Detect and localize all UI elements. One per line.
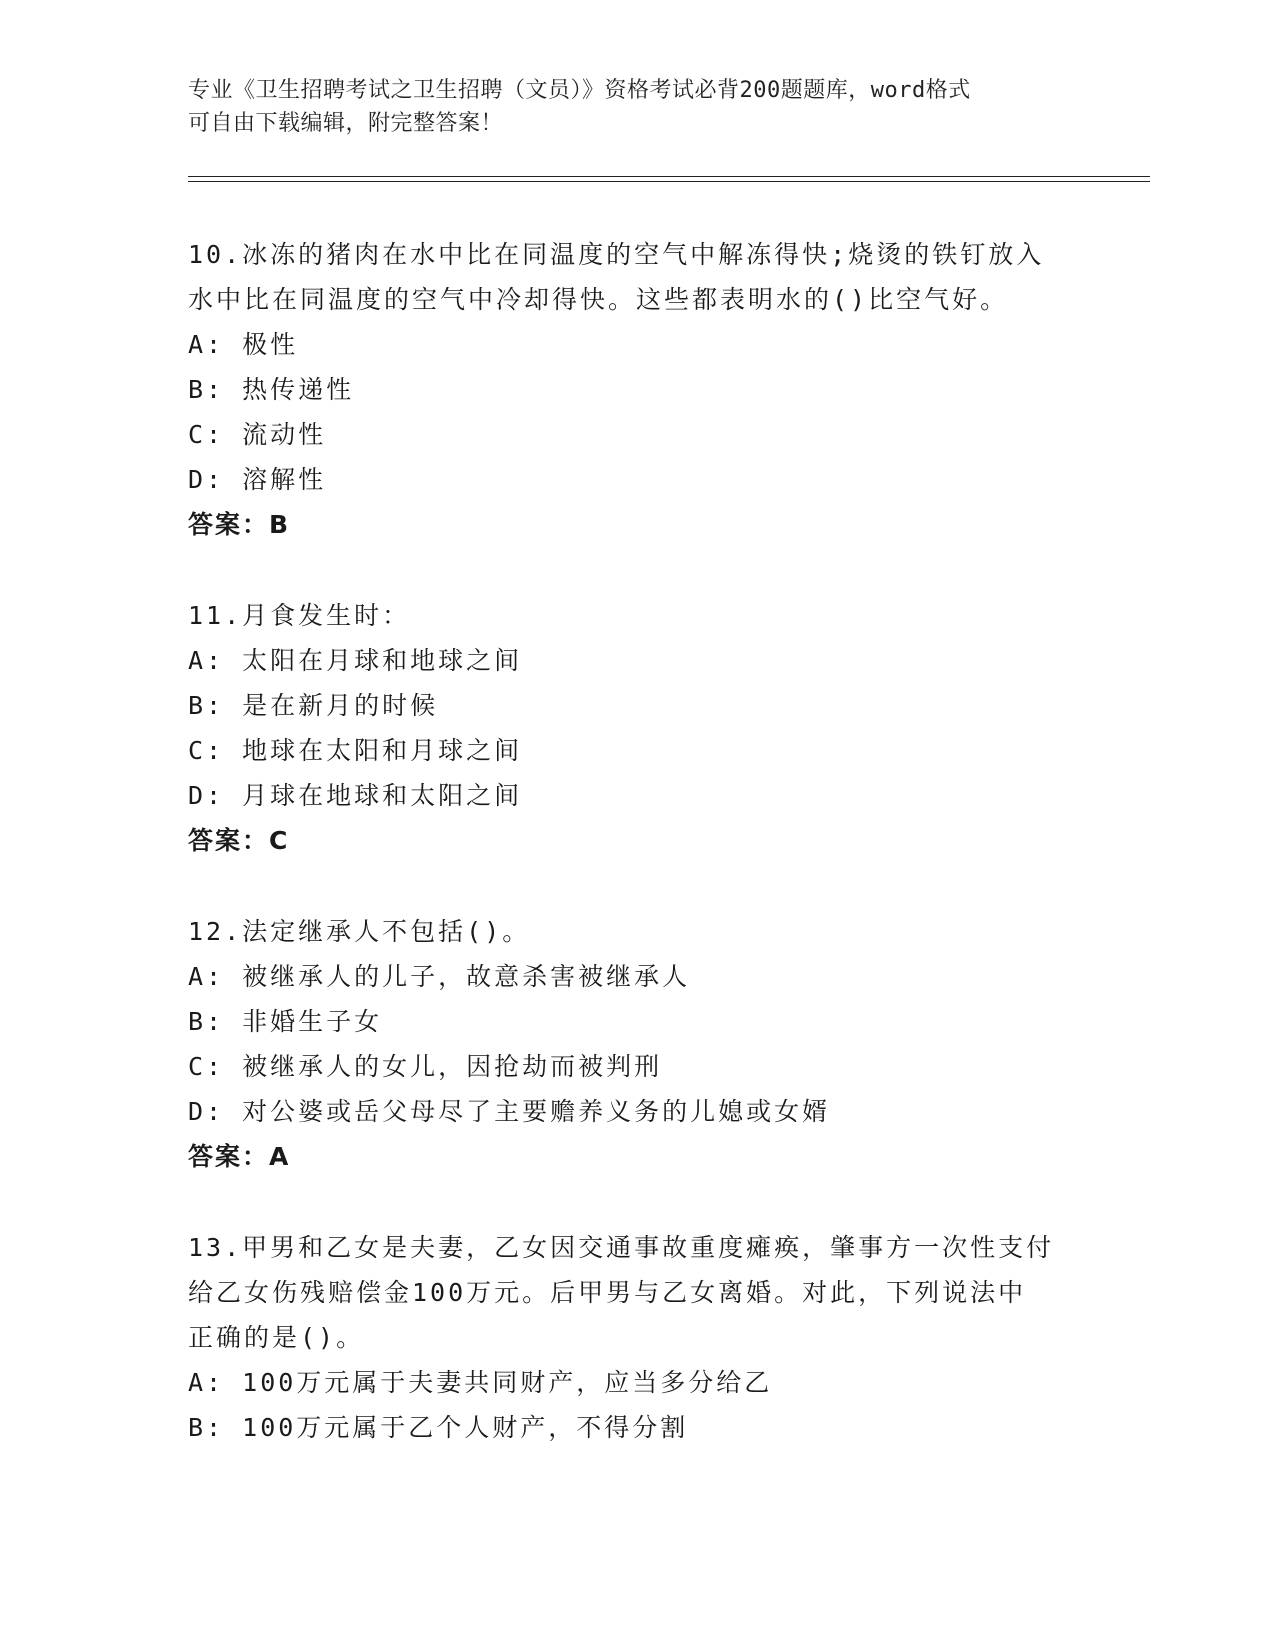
answer-option: D: 溶解性 [188,465,327,494]
answer-option: C: 流动性 [188,420,327,449]
answer-option: D: 对公婆或岳父母尽了主要赡养义务的儿媳或女婿 [188,1097,831,1126]
answer-option: A: 极性 [188,330,299,359]
answer-key: 答案：B [188,510,291,539]
question-item [188,909,1088,1179]
question-item [188,1225,1088,1450]
question-stem [188,909,1088,954]
answer-option: A: 100万元属于夫妻共同财产，应当多分给乙 [188,1368,773,1397]
question-item [188,232,1088,547]
answer-option: B: 热传递性 [188,375,355,404]
question-stem-line: 正确的是()。 [188,1323,365,1352]
question-stem-line: 11.月食发生时： [188,601,411,630]
header-rule-bottom [188,181,1150,182]
question-stem-line: 给乙女伤残赔偿金100万元。后甲男与乙女离婚。对此，下列说法中 [188,1278,1027,1307]
answer-option: B: 100万元属于乙个人财产，不得分割 [188,1413,689,1442]
question-stem-line: 12.法定继承人不包括()。 [188,917,531,946]
answer-option: A: 太阳在月球和地球之间 [188,646,523,675]
header-line-1: 专业《卫生招聘考试之卫生招聘（文员）》资格考试必背200题题库，word格式 [188,78,971,103]
question-item [188,593,1088,863]
header-rule-top [188,176,1150,177]
answer-option: D: 月球在地球和太阳之间 [188,781,523,810]
header-line-2: 可自由下载编辑，附完整答案！ [188,111,504,136]
answer-option: B: 非婚生子女 [188,1007,383,1036]
answer-key: 答案：A [188,1142,291,1171]
question-list [188,232,1088,1496]
question-stem [188,232,1088,322]
question-stem [188,1225,1088,1360]
question-stem-line: 10.冰冻的猪肉在水中比在同温度的空气中解冻得快;烧烫的铁钉放入 [188,240,1045,269]
question-stem [188,593,1088,638]
question-stem-line: 水中比在同温度的空气中冷却得快。这些都表明水的()比空气好。 [188,285,1009,314]
document-header [188,74,1088,140]
answer-option: C: 地球在太阳和月球之间 [188,736,523,765]
question-stem-line: 13.甲男和乙女是夫妻，乙女因交通事故重度瘫痪，肇事方一次性支付 [188,1233,1055,1262]
answer-option: C: 被继承人的女儿，因抢劫而被判刑 [188,1052,663,1081]
answer-option: B: 是在新月的时候 [188,691,439,720]
answer-option: A: 被继承人的儿子，故意杀害被继承人 [188,962,691,991]
answer-key: 答案：C [188,826,290,855]
